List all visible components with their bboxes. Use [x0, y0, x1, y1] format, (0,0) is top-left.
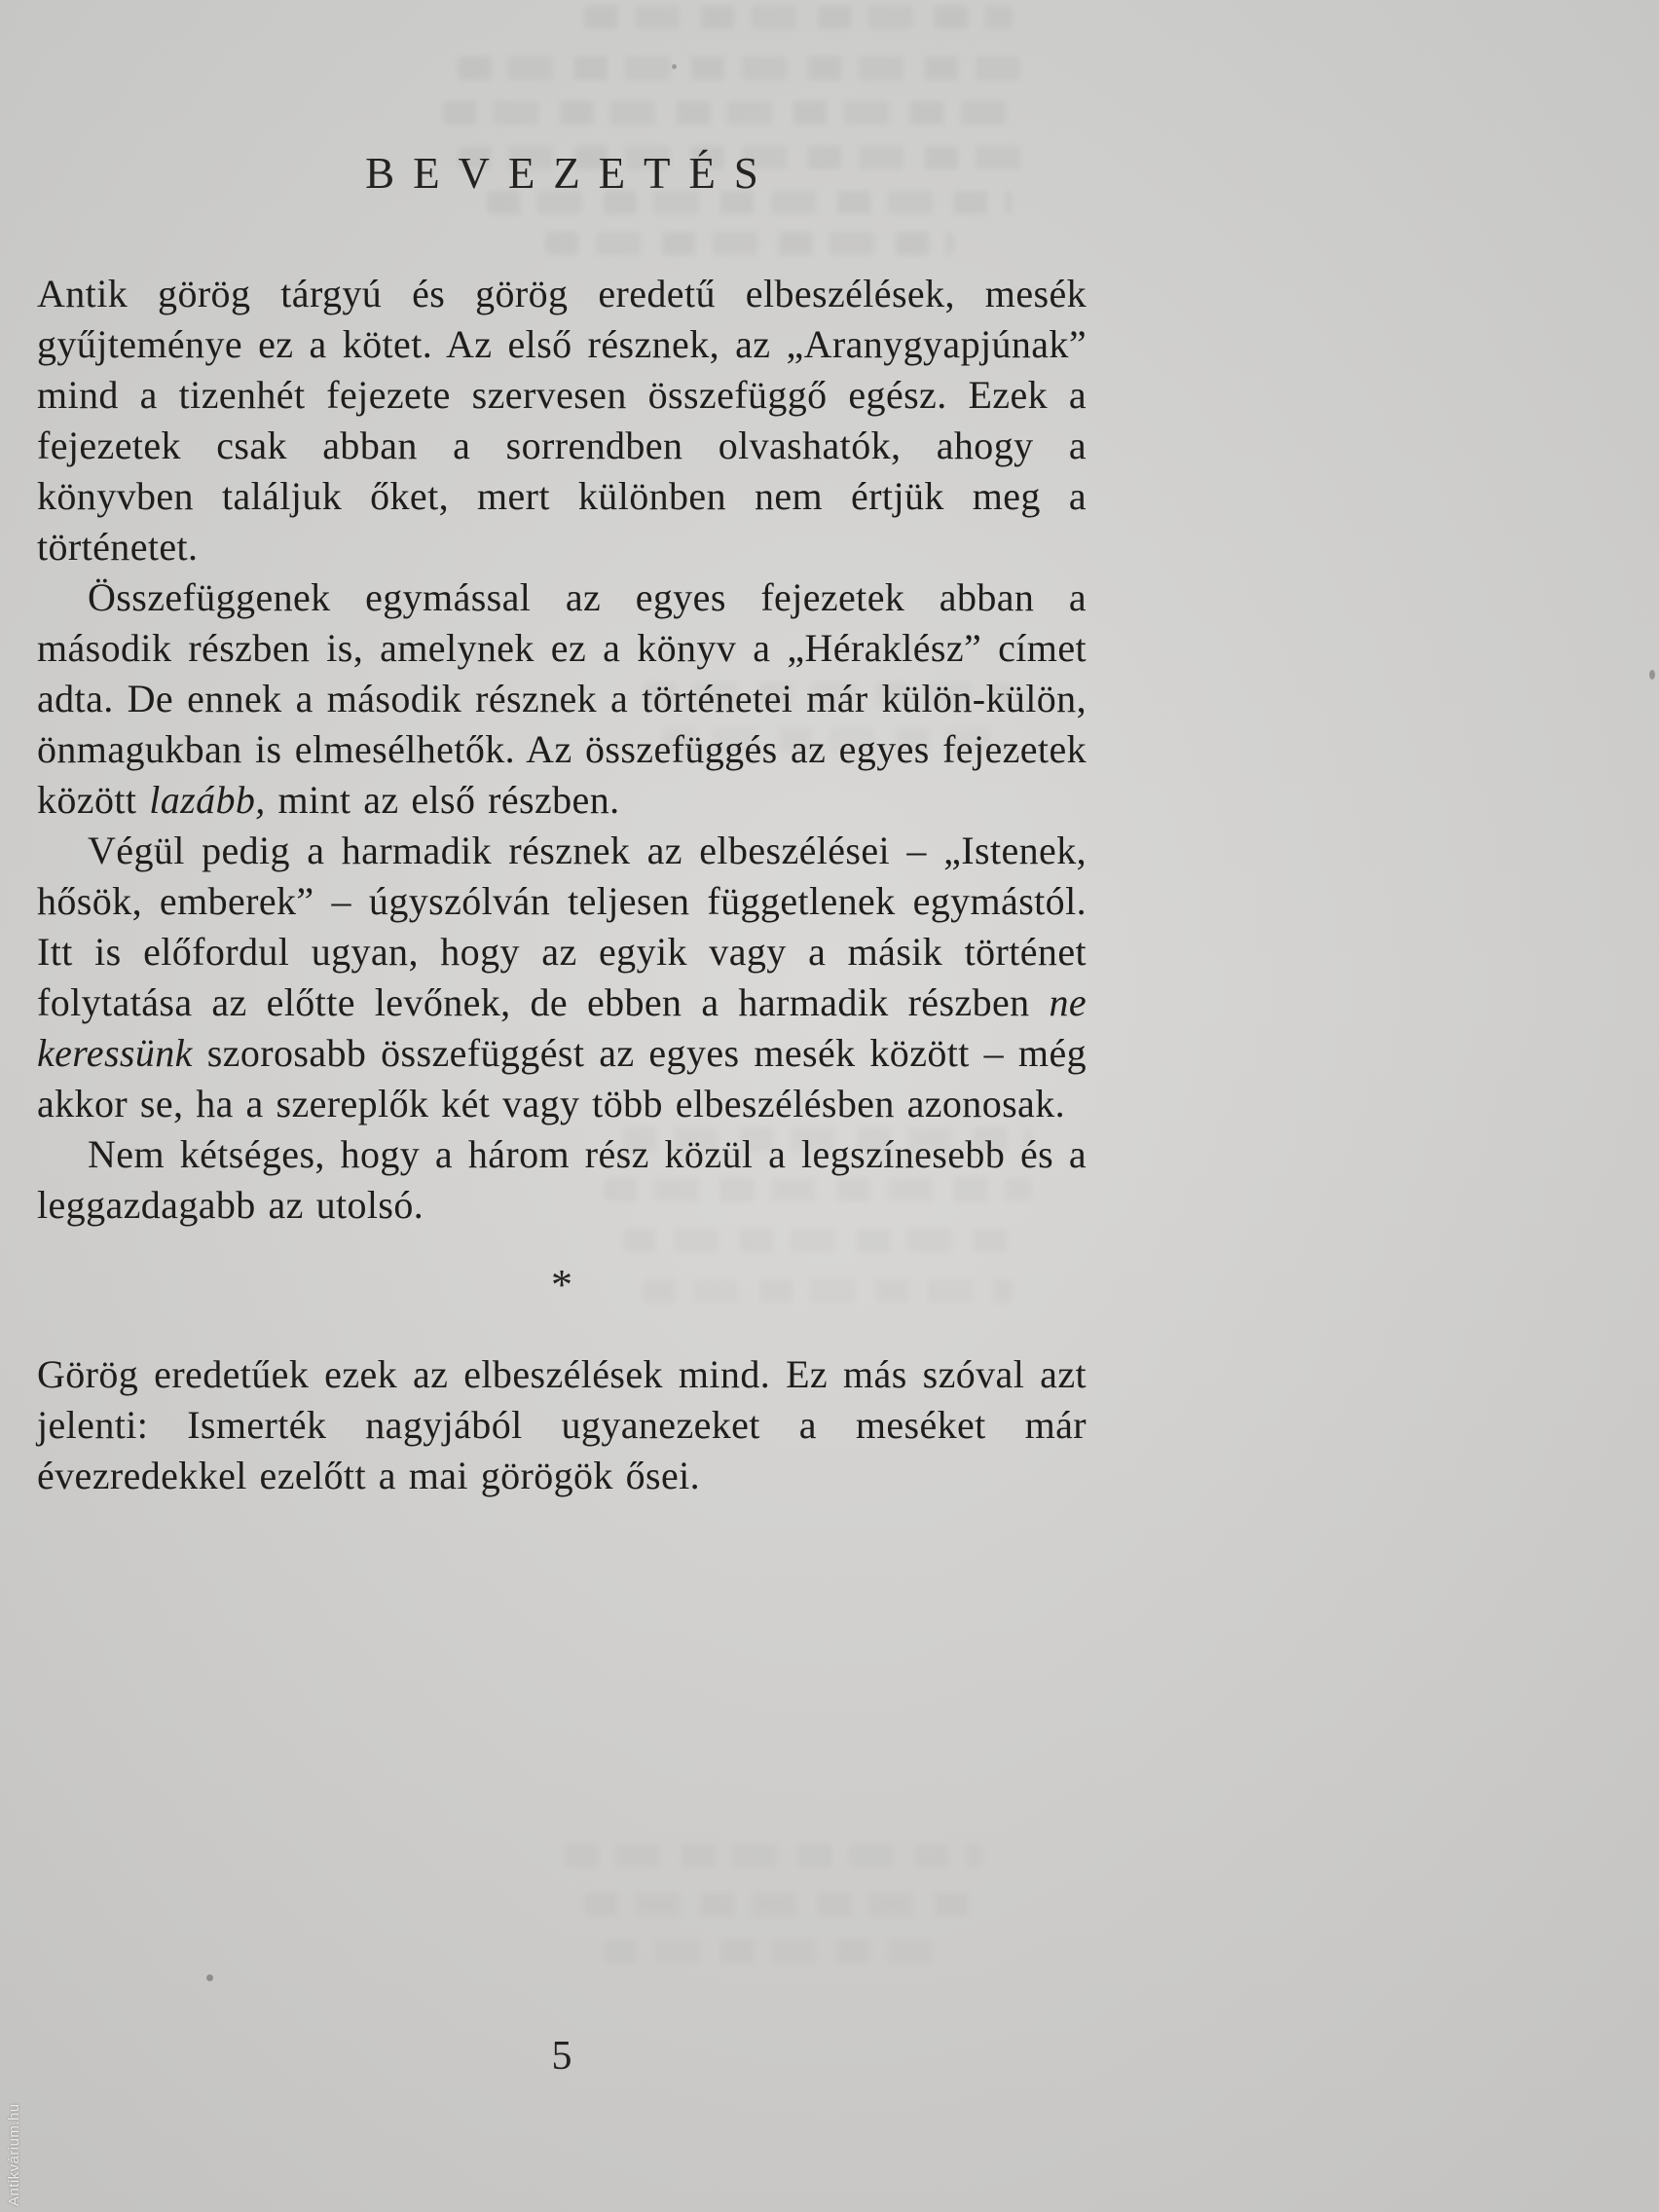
body-section-1: [37, 269, 1087, 1231]
scan-speck: [1649, 670, 1655, 680]
section-separator-asterisk: *: [551, 1261, 572, 1309]
paragraph: [37, 1129, 1087, 1231]
antikvarium-watermark: Antikvárium.hu: [6, 2103, 22, 2206]
text-run: Összefüggenek egymással az egyes fejezetek abban a második részben is, amelynek ez a könyv a „Héraklész” címet adta. De ennek a második résznek a történetei már külön-külön, önmagukban is elmesélhetők. Az összefüggés az egyes fejezetek között: [37, 575, 1087, 822]
scan-speck;: [672, 64, 677, 69]
italic-text-run: ne keressünk: [37, 980, 1087, 1075]
text-run: Görög eredetűek ezek az elbeszélések mind. Ez más szóval azt jelenti: Ismerték nagyjából ugyanezeket a meséket már évezredekkel ezelőtt a mai görögök ősei.: [37, 1352, 1087, 1497]
paragraph: [37, 572, 1087, 826]
text-run: szorosabb összefüggést az egyes mesék között – még akkor se, ha a szereplők két vagy több elbeszélésben azonosak.: [37, 1031, 1087, 1125]
page-number: 5: [551, 2034, 572, 2079]
text-run: mint az első részben.: [265, 778, 620, 822]
page-bleedthrough: [565, 1844, 983, 1867]
paragraph: [37, 1349, 1087, 1501]
page-bleedthrough: [458, 56, 1022, 80]
body-section-2: [37, 1349, 1087, 1501]
text-block: [37, 148, 1087, 1501]
text-run: Antik görög tárgyú és görög eredetű elbeszélések, mesék gyűjteménye ez a kötet. Az első résznek, az „Aranygyapjúnak” mind a tizenhét fejezete szervesen összefüggő egész. Ezek a fejezetek csak abban a sorrendben olvashatók, ahogy a könyvben találjuk őket, mert különben nem értjük meg a történetet.: [37, 272, 1087, 569]
page-title: BEVEZETÉS: [365, 149, 777, 198]
page-bleedthrough: [584, 6, 1013, 29]
page-bleedthrough: [443, 101, 1027, 125]
italic-text-run: lazább,: [149, 778, 266, 822]
paragraph: [37, 269, 1087, 572]
page-bleedthrough: [584, 1893, 974, 1916]
paragraph: [37, 826, 1087, 1129]
page-bleedthrough: [604, 1939, 954, 1963]
scan-speck: [206, 1974, 213, 1981]
text-run: Végül pedig a harmadik résznek az elbeszélései – „Istenek, hősök, emberek” – úgyszólván teljesen függetlenek egymástól. Itt is előfordul ugyan, hogy az egyik vagy a másik történet folytatása az előtte levőnek, de ebben a harmadik részben: [37, 829, 1087, 1024]
text-run: Nem kétséges, hogy a három rész közül a legszínesebb és a leggazdagabb az utolsó.: [37, 1132, 1087, 1227]
